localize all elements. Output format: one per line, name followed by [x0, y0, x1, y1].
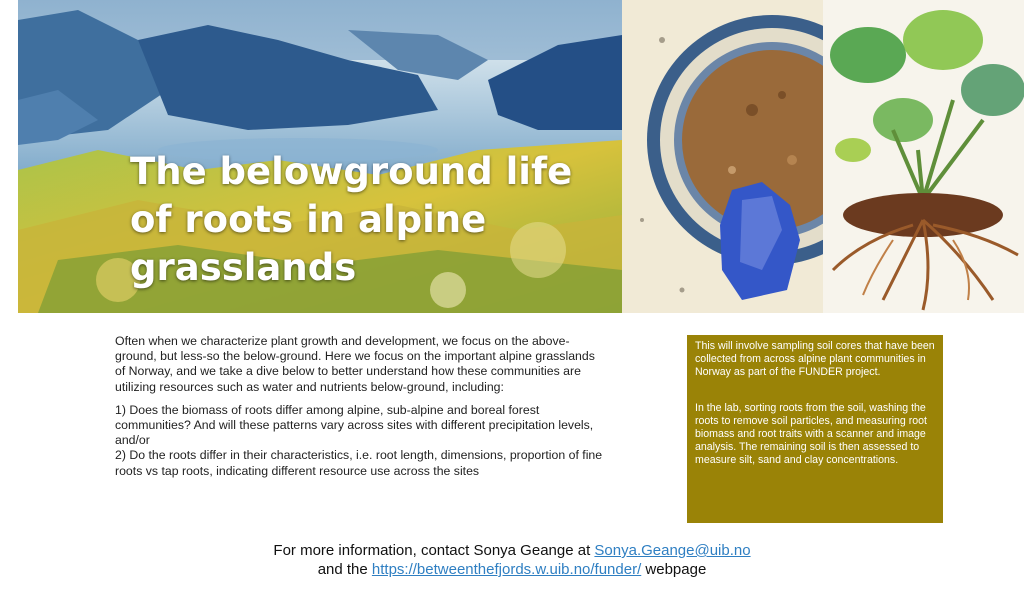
intro-text: [115, 334, 605, 479]
contact-line: [0, 541, 1024, 560]
title-line-3: grasslands: [130, 246, 357, 289]
webpage-prefix: and the: [317, 561, 372, 578]
research-questions: [115, 403, 605, 479]
callout-paragraph-2: In the lab, sorting roots from the soil, washing the roots to remove soil particles, and measuring root biomass and root traits with a scanner and image analysis. The remaining soil is then assessed to measure silt, sand and clay concentrations.: [695, 402, 927, 466]
question-1: 1) Does the biomass of roots differ among alpine, sub-alpine and boreal forest communities? And will these patterns vary across sites with different precipitation levels, and/or: [115, 402, 594, 448]
hero-fjord-illustration: [18, 0, 622, 313]
plant-roots-illustration: [823, 0, 1024, 313]
page-title: [130, 148, 600, 292]
callout-paragraph-1: This will involve sampling soil cores that have been collected from across alpine plant communities in Norway as part of the FUNDER project.: [695, 340, 935, 378]
title-line-2: of roots in alpine: [130, 198, 487, 241]
email-link[interactable]: Sonya.Geange@uib.no: [594, 542, 751, 559]
contact-footer: [0, 541, 1024, 579]
funder-web-link[interactable]: https://betweenthefjords.w.uib.no/funder/: [371, 561, 642, 578]
question-2: 2) Do the roots differ in their characteristics, i.e. root length, dimensions, proportion of fine roots vs tap roots, indicating different resource use across the sites: [115, 448, 603, 478]
soil-core-illustration: [622, 0, 823, 313]
soil-sample-image: [622, 0, 823, 313]
title-line-1: The belowground life: [130, 150, 573, 193]
methods-callout-box: [687, 335, 943, 523]
intro-paragraph: Often when we characterize plant growth and development, we focus on the above-ground, but less-so the below-ground. Here we focus on the important alpine grasslands of Norway, and we take a dive below to better understand how these communities are utilizing resources such as water and nutrients below-ground, including:: [115, 334, 595, 394]
webpage-line: [0, 560, 1024, 579]
webpage-suffix: webpage: [641, 561, 707, 578]
plant-roots-image: [823, 0, 1024, 313]
contact-text: For more information, contact Sonya Geange at: [273, 542, 595, 559]
